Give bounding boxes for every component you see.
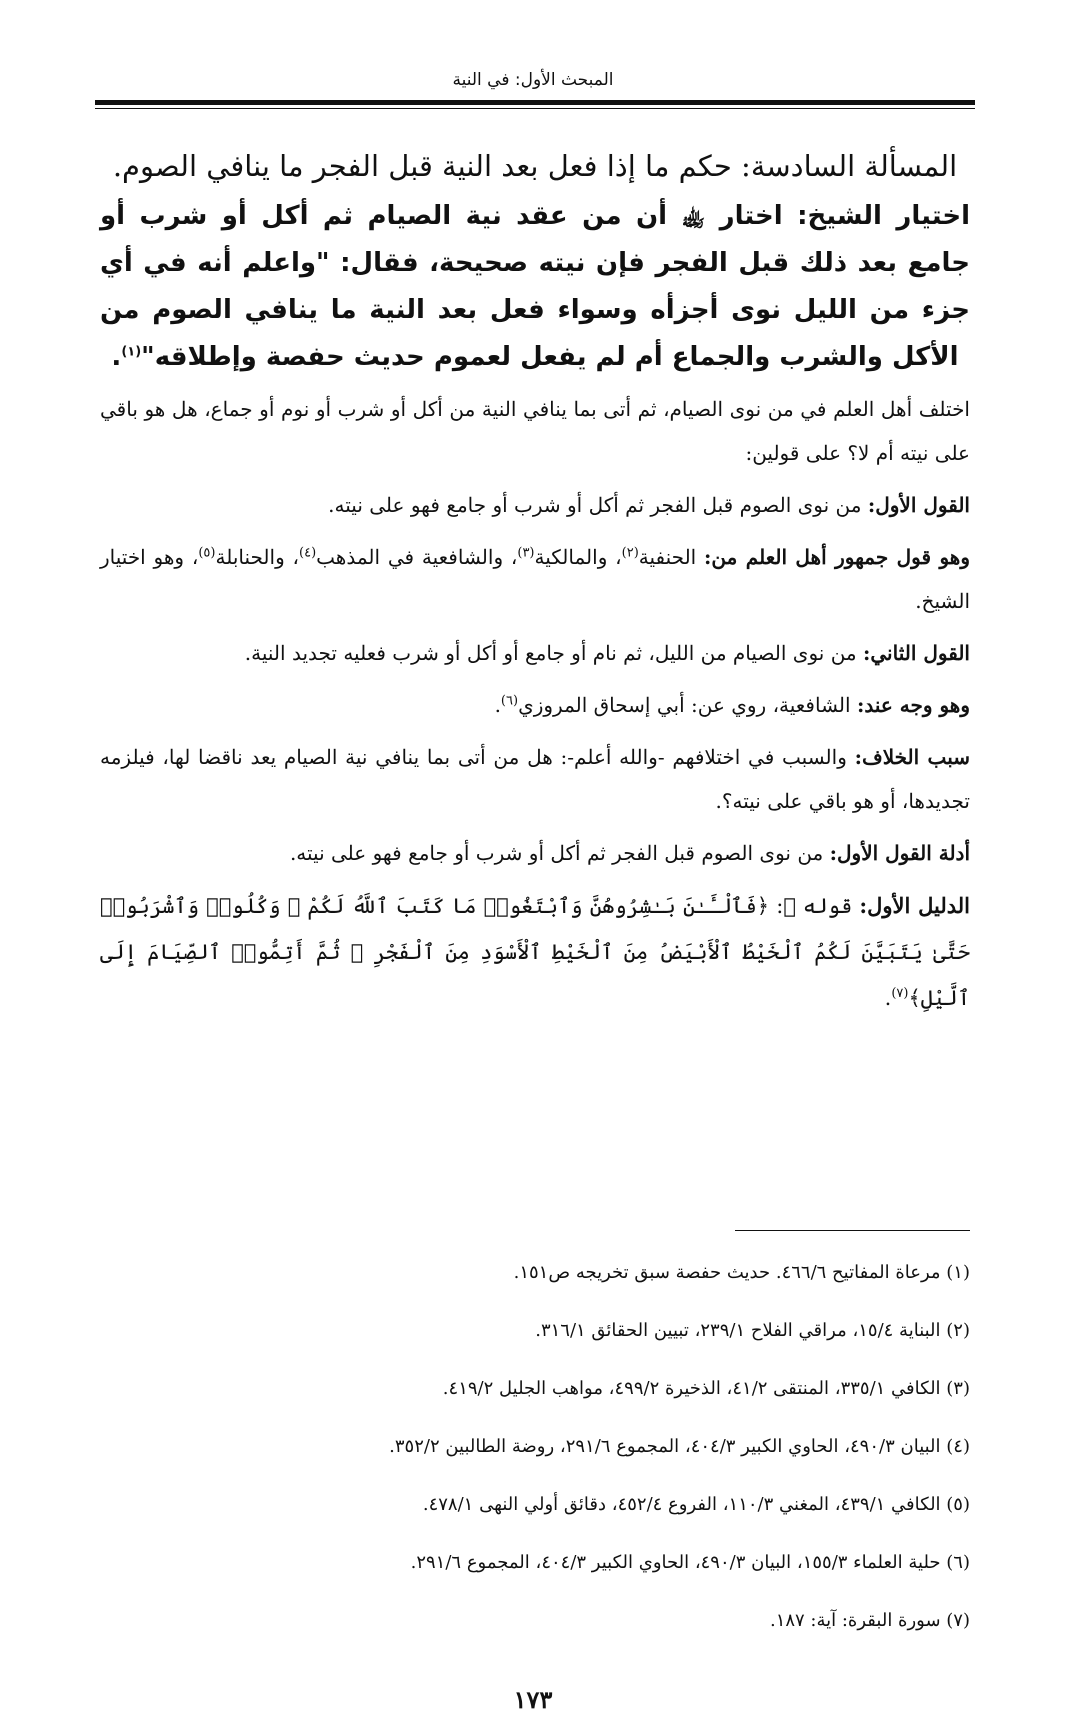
second-source-end: . [494, 693, 501, 717]
footnote-ref-5: (٥) [198, 545, 216, 561]
first-opinion-text: من نوى الصوم قبل الفجر ثم أكل أو شرب أو جامع فهو على نيته. [328, 493, 868, 517]
issue-title: المسألة السادسة: حكم ما إذا فعل بعد النية قبل الفجر ما ينافي الصوم. [112, 149, 958, 183]
cause-text: والسبب في اختلافهم -والله أعلم-: هل من أتى بما ينافي نية الصيام يعد ناقضا لها، فيلزمه تجديدها، أو هو باقي على نيته؟. [100, 745, 970, 813]
footnote-2: (٢) البناية ١٥/٤، مراقي الفلاح ٢٣٩/١، تبيين الحقائق ٣١٦/١. [535, 1320, 970, 1341]
majority-label: وهو قول جمهور أهل العلم من: [704, 545, 970, 569]
footnote-ref-2: (٢) [621, 545, 639, 561]
first-proof-label: الدليل الأول: [859, 893, 971, 918]
footnote-5: (٥) الكافي ٤٣٩/١، المغني ١١٠/٣، الفروع ٤٥٢/٤، دقائق أولي النهى ٤٧٨/١. [422, 1494, 970, 1515]
running-header: المبحث الأول: في النية [452, 70, 614, 90]
evidence-text: من نوى الصوم قبل الفجر ثم أكل أو شرب أو جامع فهو على نيته. [289, 841, 830, 865]
majority-paragraph [100, 535, 970, 623]
majority-hanbali: ، والحنابلة [215, 545, 300, 569]
header-rule-thin [95, 108, 975, 109]
footnote-7: (٧) سورة البقرة: آية: ١٨٧. [769, 1610, 970, 1631]
footnote-ref-6: (٦) [500, 693, 519, 709]
evidence-label: أدلة القول الأول: [829, 841, 970, 865]
second-opinion-label: القول الثاني: [863, 641, 970, 665]
second-source-text: الشافعية، روي عن: أبي إسحاق المروزي [518, 693, 857, 717]
second-source [100, 683, 970, 727]
shaykh-choice-text: اختيار الشيخ: اختار ﵀ أن من عقد نية الصيام ثم أكل أو شرب أو جامع بعد ذلك قبل الفجر فإن نيته صحيحة، فقال: "واعلم أنه في أي جزء من الليل نوى أجزأه وسواء فعل بعد النية ما ينافي الصوم من الأكل والشرب والجماع أم لم يفعل لعموم حديث حفصة وإطلاقه" [100, 201, 970, 372]
first-proof-end: . [884, 986, 892, 1010]
majority-shafii: ، والشافعية في المذهب [316, 545, 518, 569]
footnote-ref-4: (٤) [299, 545, 317, 561]
footnote-4: (٤) البيان ٤٩٠/٣، الحاوي الكبير ٤٠٤/٣، المجموع ٢٩١/٦، روضة الطالبين ٣٥٢/٢. [389, 1436, 970, 1457]
intro-paragraph: اختلف أهل العلم في من نوى الصيام، ثم أتى بما ينافي النية من أكل أو شرب أو نوم أو جماع، هل هو باقي على نيته أم لا؟ على قولين: [100, 397, 970, 465]
majority-hanafi: الحنفية [638, 545, 705, 569]
footnote-separator [735, 1230, 970, 1231]
footnote-ref-1: (١) [121, 344, 142, 360]
evidence-heading [100, 831, 970, 875]
footnotes [100, 1258, 970, 1664]
majority-end: ، وهو اختيار الشيخ. [100, 545, 970, 613]
first-proof [100, 883, 970, 1021]
page-number: ١٧٣ [513, 1685, 553, 1714]
shaykh-choice [100, 193, 970, 381]
footnote-ref-7: (٧) [891, 986, 909, 1001]
cause-of-dispute [100, 735, 970, 823]
second-opinion [100, 631, 970, 675]
majority-maliki: ، والمالكية [534, 545, 622, 569]
header-rule-thick [95, 100, 975, 105]
cause-label: سبب الخلاف: [854, 745, 970, 769]
first-opinion-label: القول الأول: [867, 493, 970, 517]
quran-verse: ﴿فَٱلْـَٔـٰنَ بَـٰشِرُوهُنَّ وَٱبْتَغُوا۟ مَا كَتَبَ ٱللَّهُ لَكُمْ ۚ وَكُلُوا۟ وَٱشْرَبُوا۟ حَتَّىٰ يَتَبَيَّنَ لَكُمُ ٱلْخَيْطُ ٱلْأَبْيَضُ مِنَ ٱلْخَيْطِ ٱلْأَسْوَدِ مِنَ ٱلْفَجْرِ ۖ ثُمَّ أَتِمُّوا۟ ٱلصِّيَامَ إِلَى ٱلَّيْلِ﴾ [100, 894, 970, 1010]
footnote-1: (١) مرعاة المفاتيح ٤٦٦/٦. حديث حفصة سبق تخريجه ص١٥١. [513, 1262, 970, 1283]
first-opinion [100, 483, 970, 527]
shaykh-choice-end: . [111, 342, 122, 372]
footnote-ref-3: (٣) [517, 545, 535, 561]
second-source-label: وهو وجه عند: [856, 693, 970, 717]
footnote-6: (٦) حلية العلماء ١٥٥/٣، البيان ٤٩٠/٣، الحاوي الكبير ٤٠٤/٣، المجموع ٢٩١/٦. [410, 1552, 970, 1573]
main-text [100, 145, 970, 1021]
second-opinion-text: من نوى الصيام من الليل، ثم نام أو جامع أو أكل أو شرب فعليه تجديد النية. [244, 641, 863, 665]
first-proof-lead: قوله ﷻ: [769, 894, 860, 918]
footnote-3: (٣) الكافي ٣٣٥/١، المنتقى ٤١/٢، الذخيرة ٤٩٩/٢، مواهب الجليل ٤١٩/٢. [442, 1378, 970, 1399]
